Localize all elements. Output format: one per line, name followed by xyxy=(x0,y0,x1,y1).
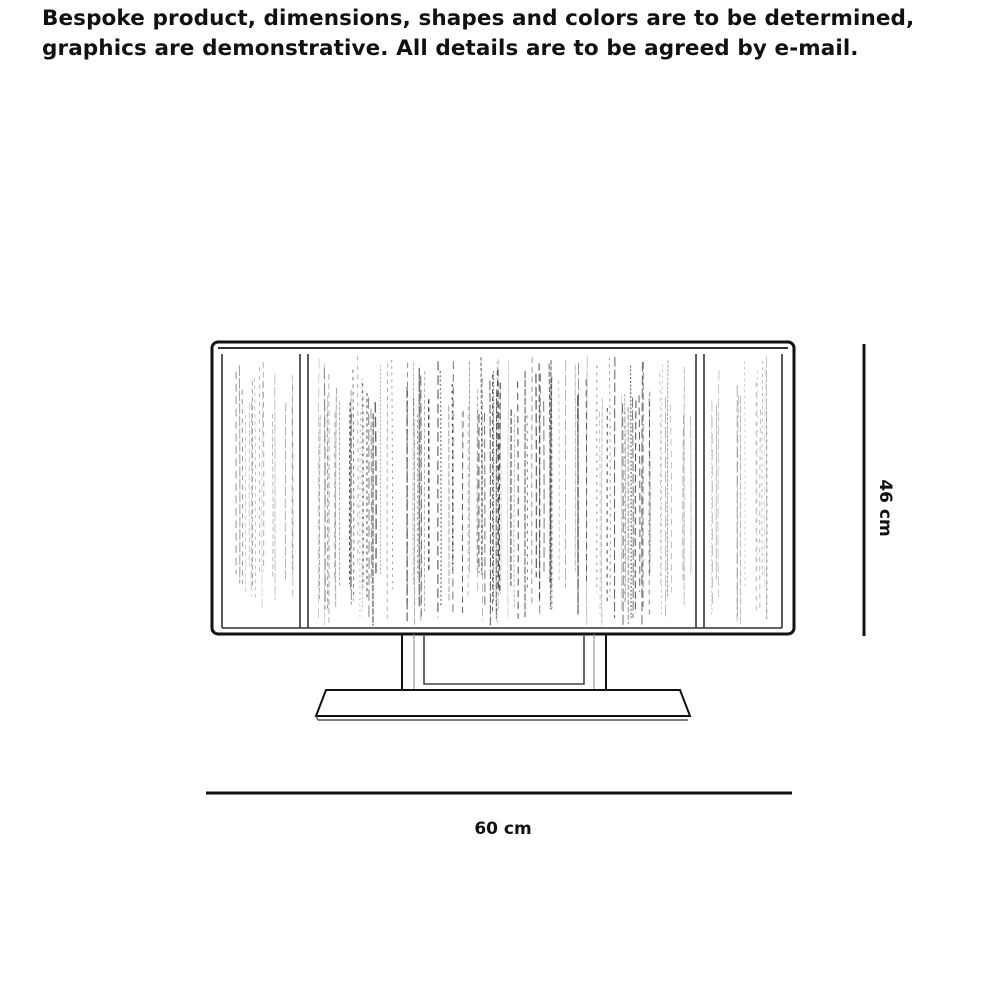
disclaimer-text: Bespoke product, dimensions, shapes and colors are to be determined, graphics are demonstrative. All details are to be agreed by e-mail. xyxy=(42,6,915,61)
grain-stroke xyxy=(623,404,624,625)
stand-frame-inner xyxy=(424,634,584,684)
base-plate xyxy=(316,690,690,716)
lamp-shade xyxy=(212,342,794,634)
grain-stroke xyxy=(496,390,497,619)
grain-stroke xyxy=(539,363,540,602)
lamp-base xyxy=(316,690,690,720)
grain-stroke xyxy=(536,374,537,578)
grain-stroke xyxy=(649,392,650,618)
width-dimension xyxy=(206,793,792,839)
width-dimension-label: 60 cm xyxy=(474,819,532,839)
height-dimension-label: 46 cm xyxy=(875,479,895,537)
grain-stroke xyxy=(498,370,499,589)
height-dimension xyxy=(864,344,895,636)
